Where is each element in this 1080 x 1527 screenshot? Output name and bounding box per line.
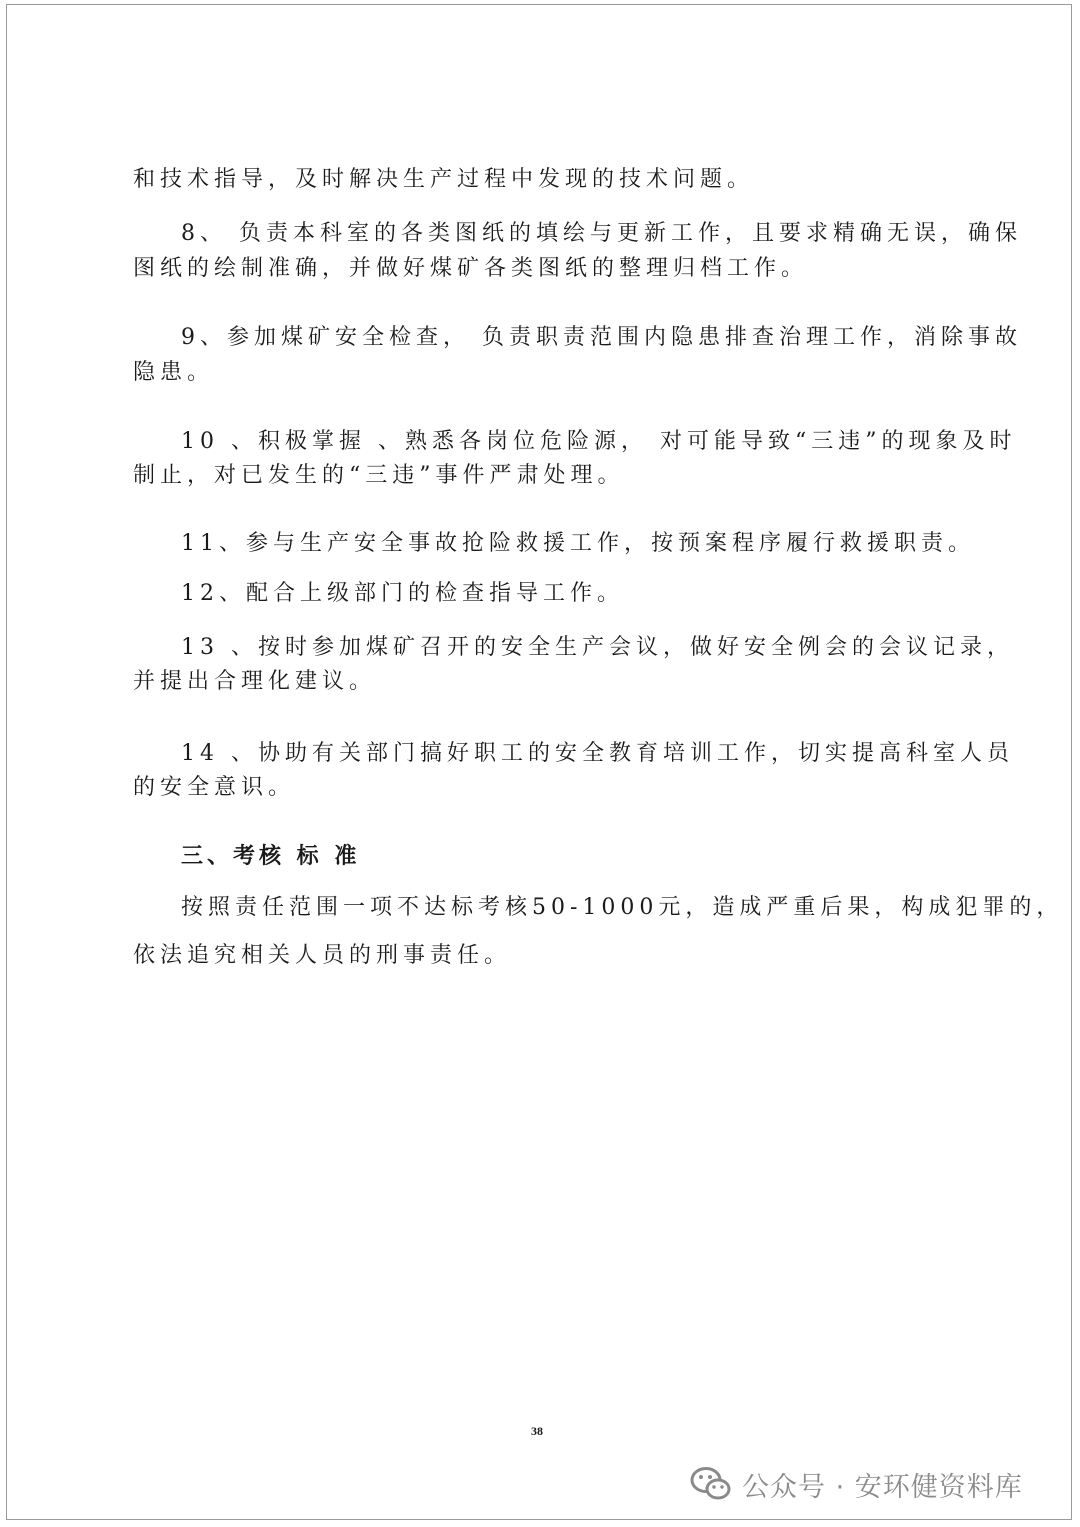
- assessment-line: 依法追究相关人员的刑事责任。: [133, 943, 512, 968]
- page-number: 38: [531, 1424, 543, 1438]
- paragraph-line: 14 、协助有关部门搞好职工的安全教育培训工作，切实提高科室人员: [181, 741, 1014, 766]
- section-heading: 三、考核 标 准: [181, 843, 361, 869]
- paragraph-line: 并提出合理化建议。: [133, 669, 377, 694]
- paragraph-line: 隐患。: [133, 360, 215, 385]
- paragraph-line: 图纸的绘制准确，并做好煤矿各类图纸的整理归档工作。: [133, 256, 809, 281]
- paragraph-line: 10 、积极掌握 、熟悉各岗位危险源， 对可能导致“三违”的现象及时: [181, 429, 1017, 454]
- watermark: [690, 1462, 1023, 1506]
- assessment-line: 按照责任范围一项不达标考核50-1000元，造成严重后果，构成犯罪的，: [181, 895, 1064, 920]
- paragraph-line: 11、参与生产安全事故抢险救援工作，按预案程序履行救援职责。: [181, 531, 975, 556]
- watermark-text: 公众号 · 安环健资料库: [742, 1471, 1023, 1503]
- paragraph-line: 制止，对已发生的“三违”事件严肃处理。: [133, 463, 625, 488]
- paragraph-line: 和技术指导，及时解决生产过程中发现的技术问题。: [133, 167, 755, 192]
- paragraph-line: 8、 负责本科室的各类图纸的填绘与更新工作，且要求精确无误，确保: [181, 221, 1022, 246]
- wechat-icon: [690, 1466, 732, 1502]
- paragraph-line: 12、配合上级部门的检查指导工作。: [181, 581, 624, 606]
- paragraph-line: 的安全意识。: [133, 775, 296, 800]
- paragraph-line: 13 、按时参加煤矿召开的安全生产会议，做好安全例会的会议记录，: [181, 635, 1014, 660]
- paragraph-line: 9、参加煤矿安全检查， 负责职责范围内隐患排查治理工作，消除事故: [181, 325, 1022, 350]
